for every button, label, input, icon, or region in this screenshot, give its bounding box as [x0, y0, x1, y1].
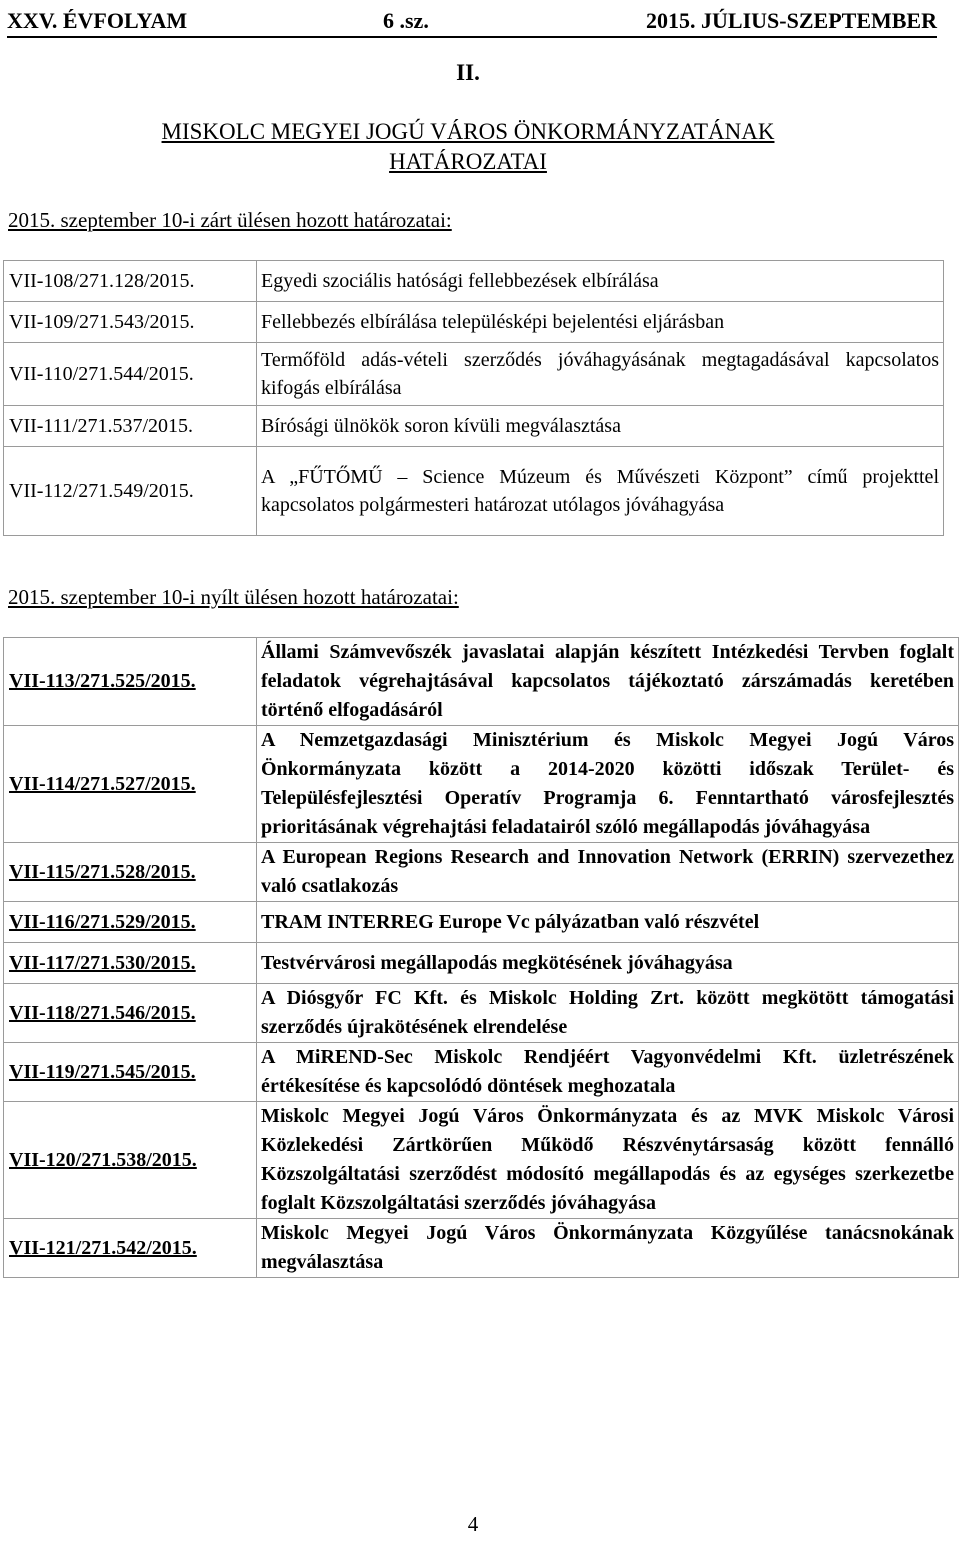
resolution-number: VII-113/271.525/2015. [4, 638, 257, 726]
resolution-number: VII-121/271.542/2015. [4, 1219, 257, 1278]
page-number: 4 [467, 1512, 479, 1536]
resolution-number: VII-115/271.528/2015. [4, 843, 257, 902]
resolution-number: VII-119/271.545/2015. [4, 1043, 257, 1102]
table-row [4, 984, 959, 1043]
document-title [0, 117, 936, 177]
resolution-title: Testvérvárosi megállapodás megkötésének jóváhagyása [257, 943, 959, 984]
closed-session-table [3, 260, 944, 536]
resolution-title: A Nemzetgazdasági Minisztérium és Miskolc Megyei Jogú Város Önkormányzata között a 2014-2020 közötti időszak Terület- és Településfejlesztési Operatív Programja 6. Fenntartható városfejlesztés prioritásának végrehajtási feladatairól szóló megállapodás jóváhagyása [257, 726, 959, 843]
title-line-1: MISKOLC MEGYEI JOGÚ VÁROS ÖNKORMÁNYZATÁNAK [161, 119, 775, 144]
resolution-title: Bírósági ülnökök soron kívüli megválasztása [257, 406, 944, 447]
part-number: II. [456, 60, 480, 85]
page-header [7, 6, 937, 38]
resolution-title: A MiREND-Sec Miskolc Rendjéért Vagyonvédelmi Kft. üzletrészének értékesítése és kapcsolódó döntések meghozatala [257, 1043, 959, 1102]
resolution-title: Termőföld adás-vételi szerződés jóváhagyásának megtagadásával kapcsolatos kifogás elbírálása [257, 343, 944, 406]
table-row [4, 638, 959, 726]
resolution-number: VII-108/271.128/2015. [4, 261, 257, 302]
resolution-number: VII-114/271.527/2015. [4, 726, 257, 843]
closed-session-heading: 2015. szeptember 10-i zárt ülésen hozott határozatai: [8, 208, 452, 232]
resolution-title: Állami Számvevőszék javaslatai alapján készített Intézkedési Tervben foglalt feladatok végrehajtásával kapcsolatos tájékoztató zárszámadás keretében történő elfogadásáról [257, 638, 959, 726]
resolution-title: Fellebbezés elbírálása településképi bejelentési eljárásban [257, 302, 944, 343]
header-date: 2015. JÚLIUS-SZEPTEMBER [646, 8, 937, 33]
table-row [4, 902, 959, 943]
table-row [4, 1043, 959, 1102]
table-row [4, 943, 959, 984]
table-row [4, 726, 959, 843]
table-row [4, 447, 944, 536]
table-row [4, 302, 944, 343]
resolution-title: TRAM INTERREG Europe Vc pályázatban való részvétel [257, 902, 959, 943]
resolution-number: VII-116/271.529/2015. [4, 902, 257, 943]
table-row [4, 1219, 959, 1278]
table-row [4, 1102, 959, 1219]
resolution-number: VII-120/271.538/2015. [4, 1102, 257, 1219]
resolution-title: A European Regions Research and Innovation Network (ERRIN) szervezethez való csatlakozás [257, 843, 959, 902]
header-volume: XXV. ÉVFOLYAM [7, 8, 188, 33]
open-session-heading: 2015. szeptember 10-i nyílt ülésen hozott határozatai: [8, 585, 459, 609]
resolution-number: VII-111/271.537/2015. [4, 406, 257, 447]
resolution-number: VII-112/271.549/2015. [4, 447, 257, 536]
table-row [4, 406, 944, 447]
table-row [4, 843, 959, 902]
resolution-title: Egyedi szociális hatósági fellebbezések elbírálása [257, 261, 944, 302]
resolution-title: Miskolc Megyei Jogú Város Önkormányzata és az MVK Miskolc Városi Közlekedési Zártkörűen Működő Részvénytársaság között fennálló Közszolgáltatási szerződést módosító megállapodás és az egységes szerkezetbe foglalt Közszolgáltatási szerződés jóváhagyása [257, 1102, 959, 1219]
resolution-title: A Diósgyőr FC Kft. és Miskolc Holding Zrt. között megkötött támogatási szerződés újrakötésének elrendelése [257, 984, 959, 1043]
resolution-title: A „FŰTŐMŰ – Science Múzeum és Művészeti Központ” című projekttel kapcsolatos polgármesteri határozat utólagos jóváhagyása [257, 447, 944, 536]
resolution-number: VII-110/271.544/2015. [4, 343, 257, 406]
header-issue: 6 .sz. [383, 8, 429, 33]
resolution-number: VII-118/271.546/2015. [4, 984, 257, 1043]
table-row [4, 261, 944, 302]
title-line-2: HATÁROZATAI [389, 149, 547, 174]
resolution-number: VII-117/271.530/2015. [4, 943, 257, 984]
table-row [4, 343, 944, 406]
resolution-number: VII-109/271.543/2015. [4, 302, 257, 343]
resolution-title: Miskolc Megyei Jogú Város Önkormányzata Közgyűlése tanácsnokának megválasztása [257, 1219, 959, 1278]
open-session-table [3, 637, 959, 1278]
